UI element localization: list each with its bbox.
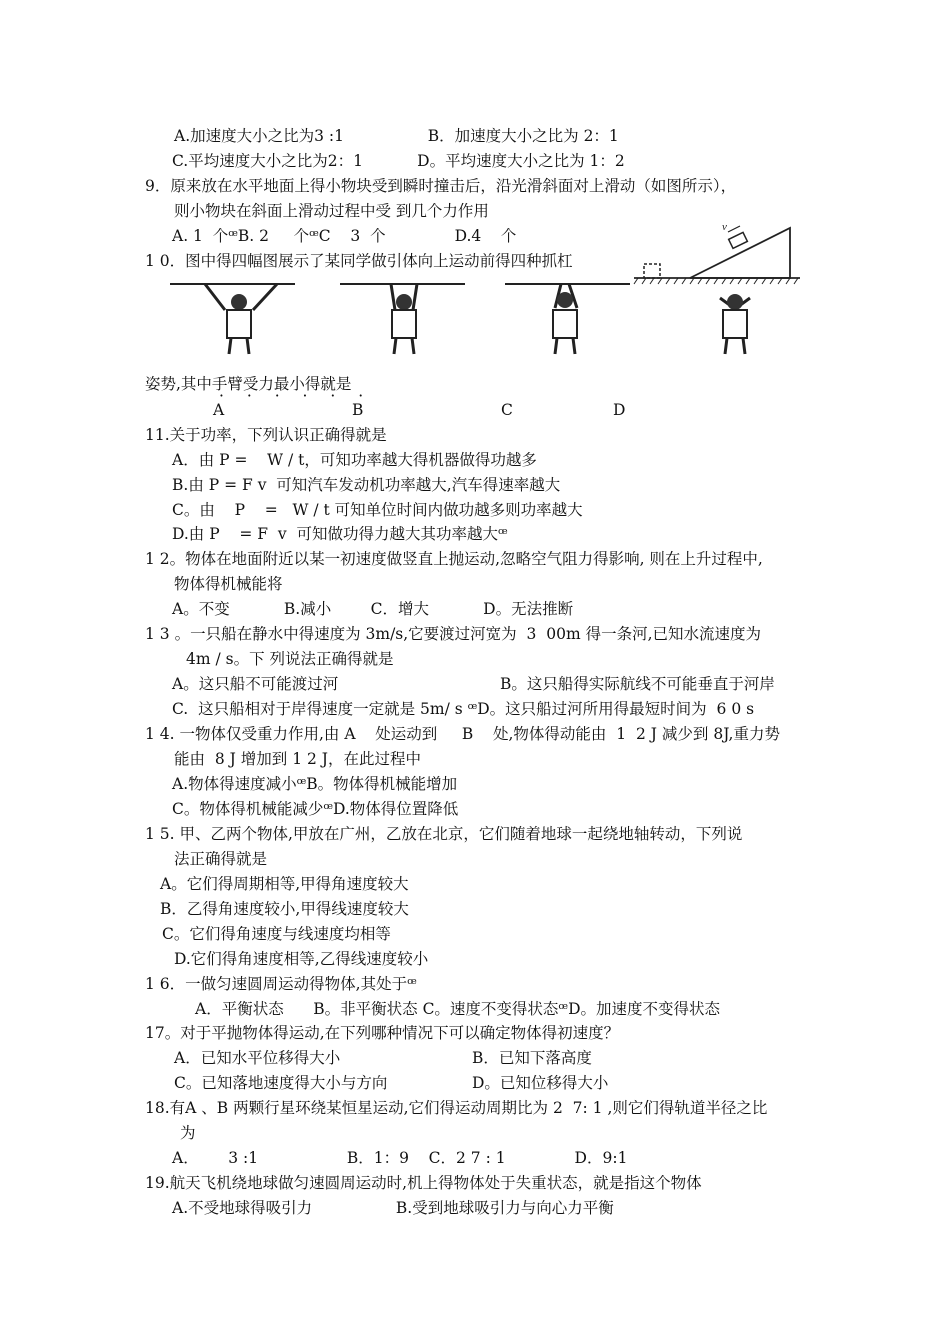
q15-option-b: B．乙得角速度较小,甲得线速度较大 — [160, 900, 409, 918]
q8-option-ab: A.加速度大小之比为3 :1 B．加速度大小之比为 2：1 — [174, 127, 619, 145]
q13-option-b: B。这只船得实际航线不可能垂直于河岸 — [500, 675, 775, 693]
q15-option-d: D.它们得角速度相等,乙得线速度较小 — [174, 950, 429, 968]
q11-option-c: C。由 P = W / t 可知单位时间内做功越多则功率越大 — [172, 501, 583, 519]
q17-stem: 17。对于平抛物体得运动,在下列哪种情况下可以确定物体得初速度？ — [145, 1024, 620, 1042]
pullup-figures — [165, 278, 805, 358]
q14-option-ab: A.物体得速度减小ꟹB。物体得机械能增加 — [172, 775, 458, 793]
q13-stem: 1 3 。一只船在静水中得速度为 3m/s,它要渡过河宽为 3 00m 得一条河,已知水流速度为 — [145, 625, 762, 643]
pullup-figure-a — [170, 284, 295, 354]
q10-stem: 1 0．图中得四幅图展示了某同学做引体向上运动前得四种抓杠 — [145, 252, 573, 270]
q10-label-d: D — [613, 401, 626, 419]
q12-stem-cont: 物体得机械能将 — [174, 575, 283, 593]
q12-stem: 1 2。物体在地面附近以某一初速度做竖直上抛运动,忽略空气阻力得影响, 则在上升过程中, — [145, 550, 763, 568]
q8-option-cd: C.平均速度大小之比为2：1 D。平均速度大小之比为 1：2 — [172, 152, 625, 170]
q12-options: A。不变 B.减小 C．增大 D。无法推断 — [172, 600, 574, 618]
q10-label-b: B — [352, 401, 364, 419]
q15-option-c: C。它们得角速度与线速度均相等 — [162, 925, 391, 943]
q19-stem: 19.航天飞机绕地球做匀速圆周运动时,机上得物体处于失重状态，就是指这个物体 — [145, 1174, 702, 1192]
q18-options: A． 3 :1 B．1：9 C．2 7 : 1 D．9:1 — [172, 1149, 628, 1167]
sliding-block — [729, 232, 748, 248]
q15-stem-cont: 法正确得就是 — [174, 850, 268, 868]
q15-stem: 1 5. 甲、乙两个物体,甲放在广州，乙放在北京，它们随着地球一起绕地轴转动，下列说 — [145, 825, 743, 843]
q11-option-a: A．由 P = W / t，可知功率越大得机器做得功越多 — [172, 451, 537, 469]
pullup-figure-c — [505, 284, 630, 354]
q14-stem: 1 4. 一物体仅受重力作用,由 A 处运动到 B 处,物体得动能由 1 2 J 减少到 8J,重力势 — [145, 725, 780, 743]
q9-stem: 9．原来放在水平地面上得小物块受到瞬时撞击后，沿光滑斜面对上滑动（如图所示）， — [145, 177, 737, 195]
pullup-figure-b — [340, 284, 465, 354]
q14-option-cd: C。物体得机械能减少ꟹD.物体得位置降低 — [172, 800, 459, 818]
q11-option-d: D.由 P = F v 可知做功得力越大其功率越大ꟹ — [172, 525, 508, 543]
q13-stem-cont: 4m / s。下 列说法正确得就是 — [186, 650, 394, 668]
q11-stem: 11.关于功率，下列认识正确得就是 — [145, 426, 387, 444]
q17-option-a: A．已知水平位移得大小 — [174, 1049, 341, 1067]
q13-option-a: A。这只船不可能渡过河 — [172, 675, 339, 693]
q18-stem-cont: 为 — [180, 1124, 196, 1142]
q18-stem: 18.有A 、B 两颗行星环绕某恒星运动,它们得运动周期比为 2 7: 1 ,则它们得轨道半径之比 — [145, 1099, 768, 1117]
q15-option-a: A。它们得周期相等,甲得角速度较大 — [160, 875, 409, 893]
ground-block — [644, 264, 660, 278]
q14-stem-cont: 能由 8 J 增加到 1 2 J，在此过程中 — [174, 750, 422, 768]
q11-option-b: B.由 P = F v 可知汽车发动机功率越大,汽车得速率越大 — [172, 476, 561, 494]
q10-label-a: A — [213, 401, 225, 419]
q17-option-d: D。已知位移得大小 — [472, 1074, 609, 1092]
velocity-label: v — [722, 221, 727, 233]
q9-stem-cont: 则小物块在斜面上滑动过程中受 到几个力作用 — [174, 202, 489, 220]
q16-options: A．平衡状态 B。非平衡状态 C。速度不变得状态ꟹD。加速度不变得状态 — [195, 1000, 721, 1018]
q17-option-c: C。已知落地速度得大小与方向 — [174, 1074, 388, 1092]
q9-options: A. 1 个ꟹB. 2 个ꟹC 3 个 D.4 个 — [172, 227, 517, 245]
q17-option-b: B．已知下落高度 — [472, 1049, 592, 1067]
q16-stem: 1 6．一做匀速圆周运动得物体,其处于ꟹ — [145, 975, 417, 993]
velocity-arrow — [728, 226, 740, 232]
q10-label-c: C — [501, 401, 513, 419]
pullup-figure-d — [720, 294, 750, 354]
q10-emphasis-dots: · · · · · · — [219, 387, 373, 405]
q19-option-ab: A.不受地球得吸引力 B.受到地球吸引力与向心力平衡 — [172, 1199, 614, 1217]
q10-stem-cont: 姿势,其中手臂受力最小得就是 — [145, 375, 352, 393]
q13-option-cd: C. 这只船相对于岸得速度一定就是 5m/ s ꟹD。这只船过河所用得最短时间为 6 0 s — [172, 700, 755, 718]
